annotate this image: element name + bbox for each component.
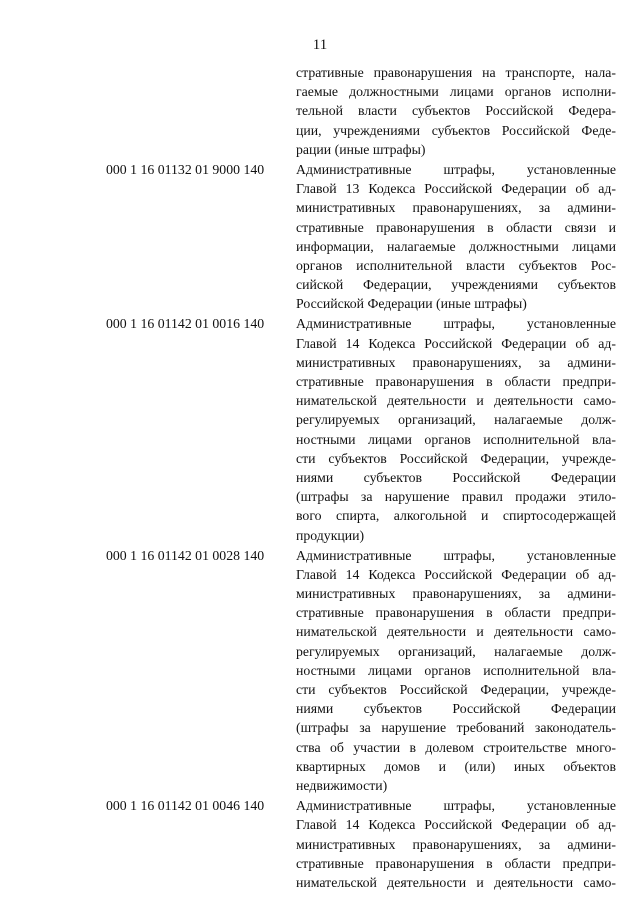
description-line: вого спирта, алкогольной и спиртосодержащей [296, 508, 616, 524]
description-line: министративных правонарушениях, за админи- [296, 354, 616, 370]
description-line: Главой 14 Кодекса Российской Федерации об ад- [296, 335, 616, 351]
description-line: сти субъектов Российской Федерации, учрежде- [296, 450, 616, 466]
description-line: Главой 14 Кодекса Российской Федерации об ад- [296, 566, 616, 582]
description-line: органов исполнительной власти субъектов Рос- [296, 257, 616, 273]
classification-code: 000 1 16 01142 01 0046 140 [106, 798, 265, 814]
table-row [106, 546, 616, 795]
budget-code-table [106, 63, 616, 892]
description-line: стративные правонарушения на транспорте, нала- [296, 65, 616, 80]
description-line: регулируемых организаций, налагаемые долж- [296, 412, 616, 428]
description-line: Административные штрафы, установленные [296, 547, 616, 563]
description-line: сийской Федерации, учреждениями субъектов [296, 277, 616, 293]
description-line: тельной власти субъектов Российской Федера- [296, 103, 616, 119]
table-row [106, 160, 616, 314]
description-line: Главой 14 Кодекса Российской Федерации об ад- [296, 817, 616, 833]
description-line: министративных правонарушениях, за админи- [296, 836, 616, 852]
description-line: нимательской деятельности и деятельности само- [296, 874, 616, 890]
description [296, 546, 616, 795]
description-line: гаемые должностными лицами органов исполни- [296, 84, 616, 100]
classification-code: 000 1 16 01142 01 0028 140 [106, 547, 265, 563]
table-row [106, 63, 616, 159]
description [296, 160, 616, 314]
classification-code: 000 1 16 01132 01 9000 140 [106, 161, 265, 177]
description-line: стративные правонарушения в области связи и [296, 219, 616, 235]
description-line: ностными лицами органов исполнительной вла- [296, 431, 616, 447]
description-line: стративные правонарушения в области предпри- [296, 855, 616, 871]
description-line: ниями субъектов Российской Федерации [296, 701, 616, 717]
description-line: стративные правонарушения в области предпри- [296, 374, 616, 389]
description-line: стративные правонарушения в области предпри- [296, 605, 616, 621]
description-line: сти субъектов Российской Федерации, учрежде- [296, 682, 616, 697]
description-line: (штрафы за нарушение правил продажи этило- [296, 489, 616, 505]
description-line: Главой 13 Кодекса Российской Федерации об ад- [296, 181, 616, 197]
description-line: министративных правонарушениях, за админи- [296, 200, 616, 216]
description [296, 796, 616, 892]
description-line: ции, учреждениями субъектов Российской Феде- [296, 122, 616, 138]
table-row [106, 314, 616, 544]
description-line: Административные штрафы, установленные [296, 798, 616, 814]
description-line: Административные штрафы, установленные [296, 161, 616, 177]
page-number: 11 [312, 37, 328, 53]
description-line: Российской Федерации (иные штрафы) [296, 296, 527, 312]
description-line: Административные штрафы, установленные [296, 316, 616, 332]
description-line: квартирных домов и (или) иных объектов [296, 758, 616, 774]
description-line: ностными лицами органов исполнительной вла- [296, 662, 616, 678]
description-line: (штрафы за нарушение требований законодатель- [296, 720, 616, 736]
description-line: нимательской деятельности и деятельности само- [296, 624, 616, 640]
description-line: недвижимости) [296, 777, 388, 793]
table-row [106, 796, 616, 892]
description-line: рации (иные штрафы) [296, 141, 426, 157]
description-line: министративных правонарушениях, за админи- [296, 586, 616, 602]
description-line: информации, налагаемые должностными лицами [296, 238, 616, 254]
description-line: регулируемых организаций, налагаемые долж- [296, 643, 616, 659]
description [296, 314, 616, 544]
description-line: нимательской деятельности и деятельности само- [296, 393, 616, 409]
classification-code: 000 1 16 01142 01 0016 140 [106, 316, 265, 332]
description-line: продукции) [296, 527, 365, 543]
description-line: ства об участии в долевом строительстве много- [296, 739, 616, 755]
description-line: ниями субъектов Российской Федерации [296, 469, 616, 485]
description [296, 63, 616, 159]
